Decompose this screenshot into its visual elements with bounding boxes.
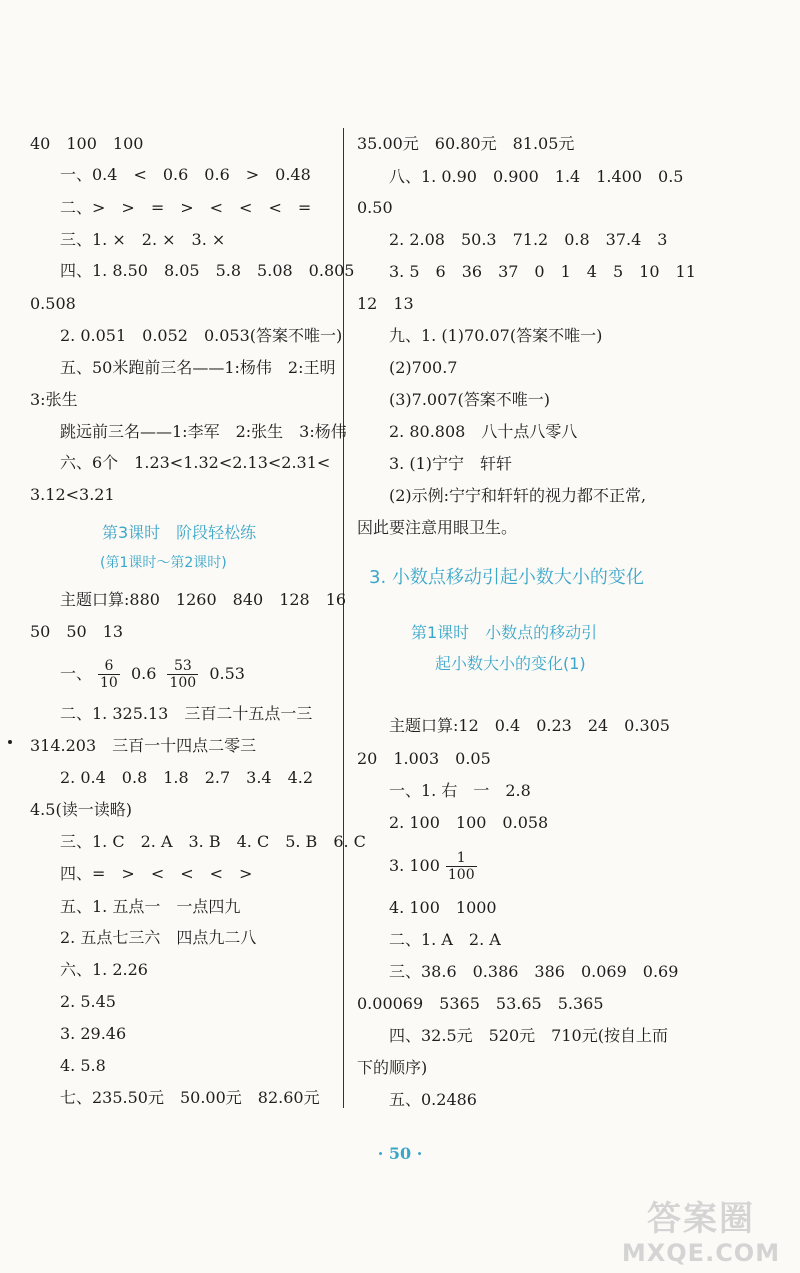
fraction-numerator: 53 [167,658,198,675]
answer-line: 跳远前三名——1:李军 2:张生 3:杨伟 [60,422,347,441]
answer-line: 4. 100 1000 [389,898,497,917]
answer-line: 五、0.2486 [389,1090,477,1109]
section-subheading: (第1课时～第2课时) [100,555,227,571]
answer-line: 2. 0.051 0.052 0.053(答案不唯一) [60,326,343,345]
answer-line: 四、32.5元 520元 710元(按自上而 [389,1026,668,1045]
answer-line: 三、38.6 0.386 386 0.069 0.69 [389,962,679,981]
answer-line: 主题口算:12 0.4 0.23 24 0.305 [389,716,670,735]
watermark-url: MXQE.COM [621,1239,781,1267]
item-label: 一、 [60,664,93,683]
answer-line: 主题口算:880 1260 840 128 16 [60,590,347,609]
answer-line: 五、1. 五点一 一点四九 [60,897,241,916]
answer-line: 三、1. × 2. × 3. × [60,230,226,249]
answer-line: (2)示例:宁宁和轩轩的视力都不正常, [389,486,647,505]
answer-line: 12 13 [357,294,414,313]
item-label: 3. 100 [389,856,440,875]
answer-line: 2. 2.08 50.3 71.2 0.8 37.4 3 [389,230,668,249]
answer-line: 2. 0.4 0.8 1.8 2.7 3.4 4.2 [60,768,314,787]
answer-line: 3. 29.46 [60,1024,127,1043]
answer-line: 二、1. A 2. A [389,930,501,949]
fraction [167,658,198,691]
decimal-value: 0.53 [209,664,245,683]
answer-line: 五、50米跑前三名——1:杨伟 2:王明 [60,358,336,377]
answer-line: 六、6个 1.23<1.32<2.13<2.31< [60,453,331,472]
answer-line: 一、0.4 < 0.6 0.6 > 0.48 [60,165,311,184]
page-number: · 50 · [377,1144,423,1163]
answer-line: 2. 五点七三六 四点九二八 [60,928,257,947]
answer-line: 2. 100 100 0.058 [389,813,549,832]
fraction-denominator: 100 [447,867,475,883]
fraction-denominator: 100 [169,675,197,691]
answer-line: 二、1. 325.13 三百二十五点一三 [60,704,313,723]
section-heading-cont: 起小数大小的变化(1) [435,654,586,673]
answer-line: 因此要注意用眼卫生。 [357,518,518,537]
answer-line-fraction [389,846,483,886]
fraction-numerator: 6 [98,658,120,675]
answer-line: 四、1. 8.50 8.05 5.8 5.08 0.805 [60,261,355,280]
stray-dot [8,740,12,744]
answer-line: 九、1. (1)70.07(答案不唯一) [389,326,603,345]
answer-line: 四、= > < < < > [60,864,253,883]
answer-line-fractions [60,654,245,694]
answer-line: 下的顺序) [357,1058,428,1077]
watermark-text: 答案圈 [647,1199,755,1239]
answer-line: 314.203 三百一十四点二零三 [30,736,257,755]
chapter-heading: 3. 小数点移动引起小数大小的变化 [369,567,644,588]
fraction-numerator: 1 [446,850,477,867]
answer-line: 0.508 [30,294,76,313]
answer-line: 二、> > = > < < < = [60,198,312,217]
answer-line: 2. 80.808 八十点八零八 [389,422,578,441]
answer-line: 2. 5.45 [60,992,116,1011]
answer-line: 40 100 100 [30,134,144,153]
answer-line: 3. (1)宁宁 轩轩 [389,454,513,473]
answer-line: 0.50 [357,198,393,217]
answer-line: 4. 5.8 [60,1056,106,1075]
answer-line: 0.00069 5365 53.65 5.365 [357,994,604,1013]
answer-line: 50 50 13 [30,622,124,641]
answer-line: 六、1. 2.26 [60,960,148,979]
answer-line: 4.5(读一读略) [30,800,132,819]
answer-line: 3:张生 [30,390,78,409]
answer-line: 20 1.003 0.05 [357,749,491,768]
answer-line: (3)7.007(答案不唯一) [389,390,550,409]
answer-line: 八、1. 0.90 0.900 1.4 1.400 0.5 [389,167,684,186]
fraction [446,850,477,883]
section-heading: 第3课时 阶段轻松练 [102,523,257,542]
decimal-value: 0.6 [130,664,157,683]
answer-line: (2)700.7 [389,358,458,377]
watermark-logo [606,1199,796,1267]
fraction [98,658,120,691]
answer-line: 3. 5 6 36 37 0 1 4 5 10 11 [389,262,696,281]
answer-line: 七、235.50元 50.00元 82.60元 [60,1088,320,1107]
section-heading: 第1课时 小数点的移动引 [411,623,598,642]
answer-line: 3.12<3.21 [30,485,115,504]
answer-line: 三、1. C 2. A 3. B 4. C 5. B 6. C [60,832,366,851]
fraction-denominator: 10 [100,675,118,691]
answer-line: 一、1. 右 一 2.8 [389,781,531,800]
answer-line: 35.00元 60.80元 81.05元 [357,134,575,153]
